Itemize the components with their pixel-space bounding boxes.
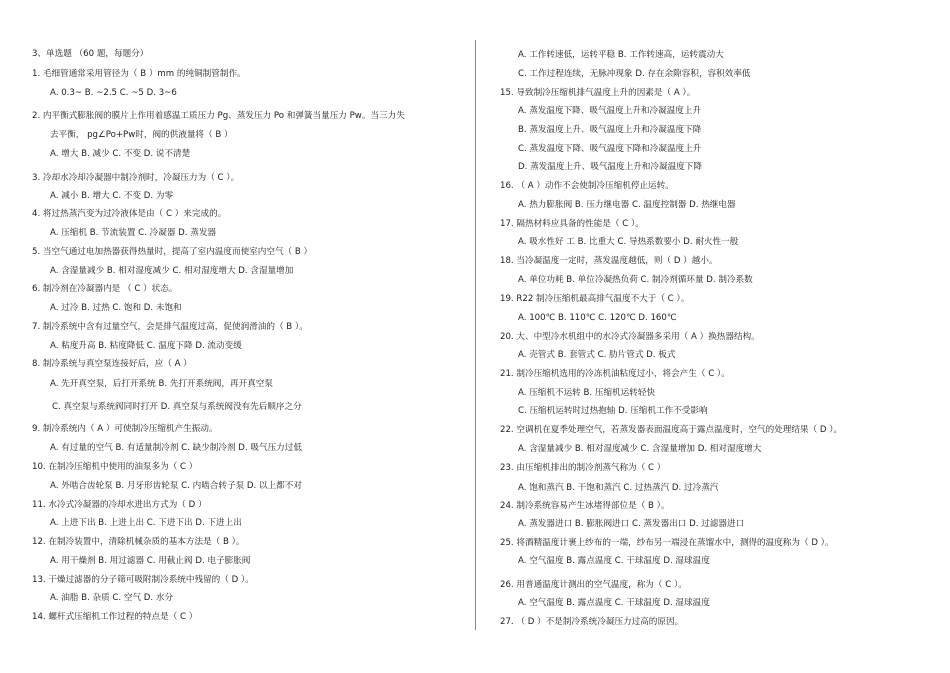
right-line-29: 26. 用普通温度计测出的空气温度，称为（ C ）。: [500, 580, 687, 590]
right-line-23: 23. 由压缩机排出的制冷剂蒸气称为（ C ）: [500, 463, 666, 473]
left-line-12: A. 含湿量减少 B. 相对湿度减少 C. 相对湿度增大 D. 含湿量增加: [50, 266, 294, 276]
right-line-15: A. 100℃ B. 110℃ C. 120℃ D. 160℃: [518, 313, 677, 323]
left-line-16: A. 粘度升高 B. 粘度降低 C. 温度下降 D. 流动变缓: [50, 341, 242, 351]
right-line-14: 19. R22 制冷压缩机最高排气温度不大于（ C ）。: [500, 294, 690, 304]
right-line-17: A. 壳管式 B. 套管式 C. 肋片管式 D. 板式: [518, 350, 676, 360]
right-line-20: C. 压缩机运转时过热抱轴 D. 压缩机工作不受影响: [518, 406, 708, 416]
left-line-8: A. 减小 B. 增大 C. 不变 D. 为零: [50, 191, 174, 201]
left-line-3: A. 0.3~ B. ~2.5 C. ~5 D. 3~6: [50, 88, 177, 98]
left-line-24: 11. 水冷式冷凝器的冷却水进出方式为（ D ）: [32, 500, 207, 510]
right-line-16: 20. 大、中型冷水机组中的水冷式冷凝器多采用（ A ）换热器结构。: [500, 332, 760, 342]
right-line-5: B. 蒸发温度上升、吸气温度上升和冷凝温度下降: [518, 125, 702, 135]
left-line-13: 6. 制冷剂在冷凝器内是 （ C ）状态。: [32, 284, 178, 294]
left-line-22: 10. 在制冷压缩机中使用的油泵多为（ C ）: [32, 462, 198, 472]
right-line-26: A. 蒸发器进口 B. 膨胀阀进口 C. 蒸发器出口 D. 过滤器进口: [518, 519, 745, 529]
right-line-30: A. 空气温度 B. 露点温度 C. 干球温度 D. 湿球温度: [518, 598, 710, 608]
left-line-29: A. 油脂 B. 杂质 C. 空气 D. 水分: [50, 593, 174, 603]
left-line-19: C. 真空泵与系统阀同时打开 D. 真空泵与系统阀没有先后顺序之分: [52, 402, 302, 412]
left-line-11: 5. 当空气通过电加热器获得热量时，提高了室内温度而使室内空气（ B ）: [32, 247, 313, 257]
left-line-2: 1. 毛细管通常采用管径为（ B ）mm 的纯铜制管制作。: [32, 69, 246, 79]
column-divider: [475, 40, 476, 630]
left-line-9: 4. 将过热蒸汽变为过冷液体是由（ C ）来完成的。: [32, 209, 227, 219]
right-line-12: 18. 当冷凝温度一定时，蒸发温度越低，则（ D ）越小。: [500, 256, 718, 266]
right-line-28: A. 空气温度 B. 露点温度 C. 干球温度 D. 湿球温度: [518, 556, 710, 566]
right-line-31: 27. （ D ）不是制冷系统冷凝压力过高的原因。: [500, 617, 684, 627]
right-line-10: 17. 隔热材料应具备的性能是（ C ）。: [500, 219, 644, 229]
right-line-7: D. 蒸发温度上升、吸气温度上升和冷凝温度下降: [518, 162, 702, 172]
left-line-27: A. 用干燥剂 B. 用过滤器 C. 用截止阀 D. 电子膨胀阀: [50, 556, 251, 566]
left-line-18: A. 先开真空泵，后打开系统 B. 先打开系统阀，再开真空泵: [50, 379, 273, 389]
left-line-6: A. 增大 B. 减少 C. 不变 D. 说不清楚: [50, 149, 191, 159]
right-line-8: 16. （ A ）动作不会使制冷压缩机停止运转。: [500, 181, 674, 191]
right-line-22: A. 含湿量减少 B. 相对湿度减少 C. 含湿量增加 D. 相对湿度增大: [518, 444, 762, 454]
left-line-1: 3、单选题 （60 题，每题分）: [32, 49, 149, 59]
right-line-21: 22. 空调机在夏季处理空气，若蒸发器表面温度高于露点温度时，空气的处理结果（ D ）。: [500, 425, 843, 435]
left-line-25: A. 上进下出 B. 上进上出 C. 下进下出 D. 下进上出: [50, 518, 242, 528]
right-line-27: 25. 将酒精温度计裹上纱布的一端，纱布另一端浸在蒸馏水中，测得的温度称为（ D ）。: [500, 538, 834, 548]
left-line-26: 12. 在制冷装置中，清除机械杂质的基本方法是（ B ）。: [32, 537, 245, 547]
right-line-19: A. 压缩机不运转 B. 压缩机运转轻快: [518, 388, 656, 398]
right-line-9: A. 热力膨胀阀 B. 压力继电器 C. 温度控制器 D. 热继电器: [518, 200, 736, 210]
right-line-25: 24. 制冷系统容易产生冰堵得部位是（ B ）。: [500, 501, 670, 511]
right-line-18: 21. 制冷压缩机选用的冷冻机油粘度过小，将会产生（ C ）。: [500, 369, 730, 379]
left-line-23: A. 外啮合齿轮泵 B. 月牙形齿轮泵 C. 内啮合转子泵 D. 以上都不对: [50, 481, 302, 491]
left-line-7: 3. 冷却水冷却冷凝器中制冷剂时，冷凝压力为（ C ）。: [32, 173, 240, 183]
left-line-28: 13. 干燥过滤器的分子筛可吸附制冷系统中残留的（ D ）。: [32, 575, 254, 585]
left-line-4: 2. 内平衡式膨胀阀的膜片上作用着感温工质压力 Pg、蒸发压力 Po 和弹簧当量压力 Pw。当三力失: [32, 111, 405, 121]
left-line-30: 14. 螺杆式压缩机工作过程的特点是（ C ）: [32, 612, 198, 622]
right-line-13: A. 单位功耗 B. 单位冷凝热负荷 C. 制冷剂循环量 D. 制冷系数: [518, 275, 753, 285]
left-line-20: 9. 制冷系统内（ A ）可使制冷压缩机产生振动。: [32, 424, 218, 434]
left-line-14: A. 过冷 B. 过热 C. 饱和 D. 未饱和: [50, 303, 182, 313]
right-line-2: C. 工作过程连续，无脉冲现象 D. 存在余隙容积，容积效率低: [518, 69, 751, 79]
left-line-10: A. 压缩机 B. 节流装置 C. 冷凝器 D. 蒸发器: [50, 228, 217, 238]
left-line-15: 7. 制冷系统中含有过量空气，会是排气温度过高，促使润滑油的（ B ）。: [32, 322, 308, 332]
left-line-17: 8. 制冷系统与真空泵连接好后，应（ A ）: [32, 359, 192, 369]
right-line-24: A. 饱和蒸汽 B. 干饱和蒸汽 C. 过热蒸汽 D. 过冷蒸汽: [518, 483, 719, 493]
right-line-3: 15. 导致制冷压缩机排气温度上升的因素是（ A ）。: [500, 88, 696, 98]
right-line-1: A. 工作转速低，运转平稳 B. 工作转速高，运转震动大: [518, 50, 724, 60]
right-line-11: A. 吸水性好 工 B. 比重大 C. 导热系数要小 D. 耐火性一般: [518, 237, 739, 247]
left-line-5: 去平衡， pg∠Po+Pw时，阀的供液量将（ B ）: [50, 130, 233, 140]
right-line-4: A. 蒸发温度下降、吸气温度上升和冷凝温度上升: [518, 106, 702, 116]
left-line-21: A. 有过量的空气 B. 有适量制冷剂 C. 缺少制冷剂 D. 吸气压力过低: [50, 443, 302, 453]
right-line-6: C. 蒸发温度下降、吸气温度下降和冷凝温度上升: [518, 144, 702, 154]
